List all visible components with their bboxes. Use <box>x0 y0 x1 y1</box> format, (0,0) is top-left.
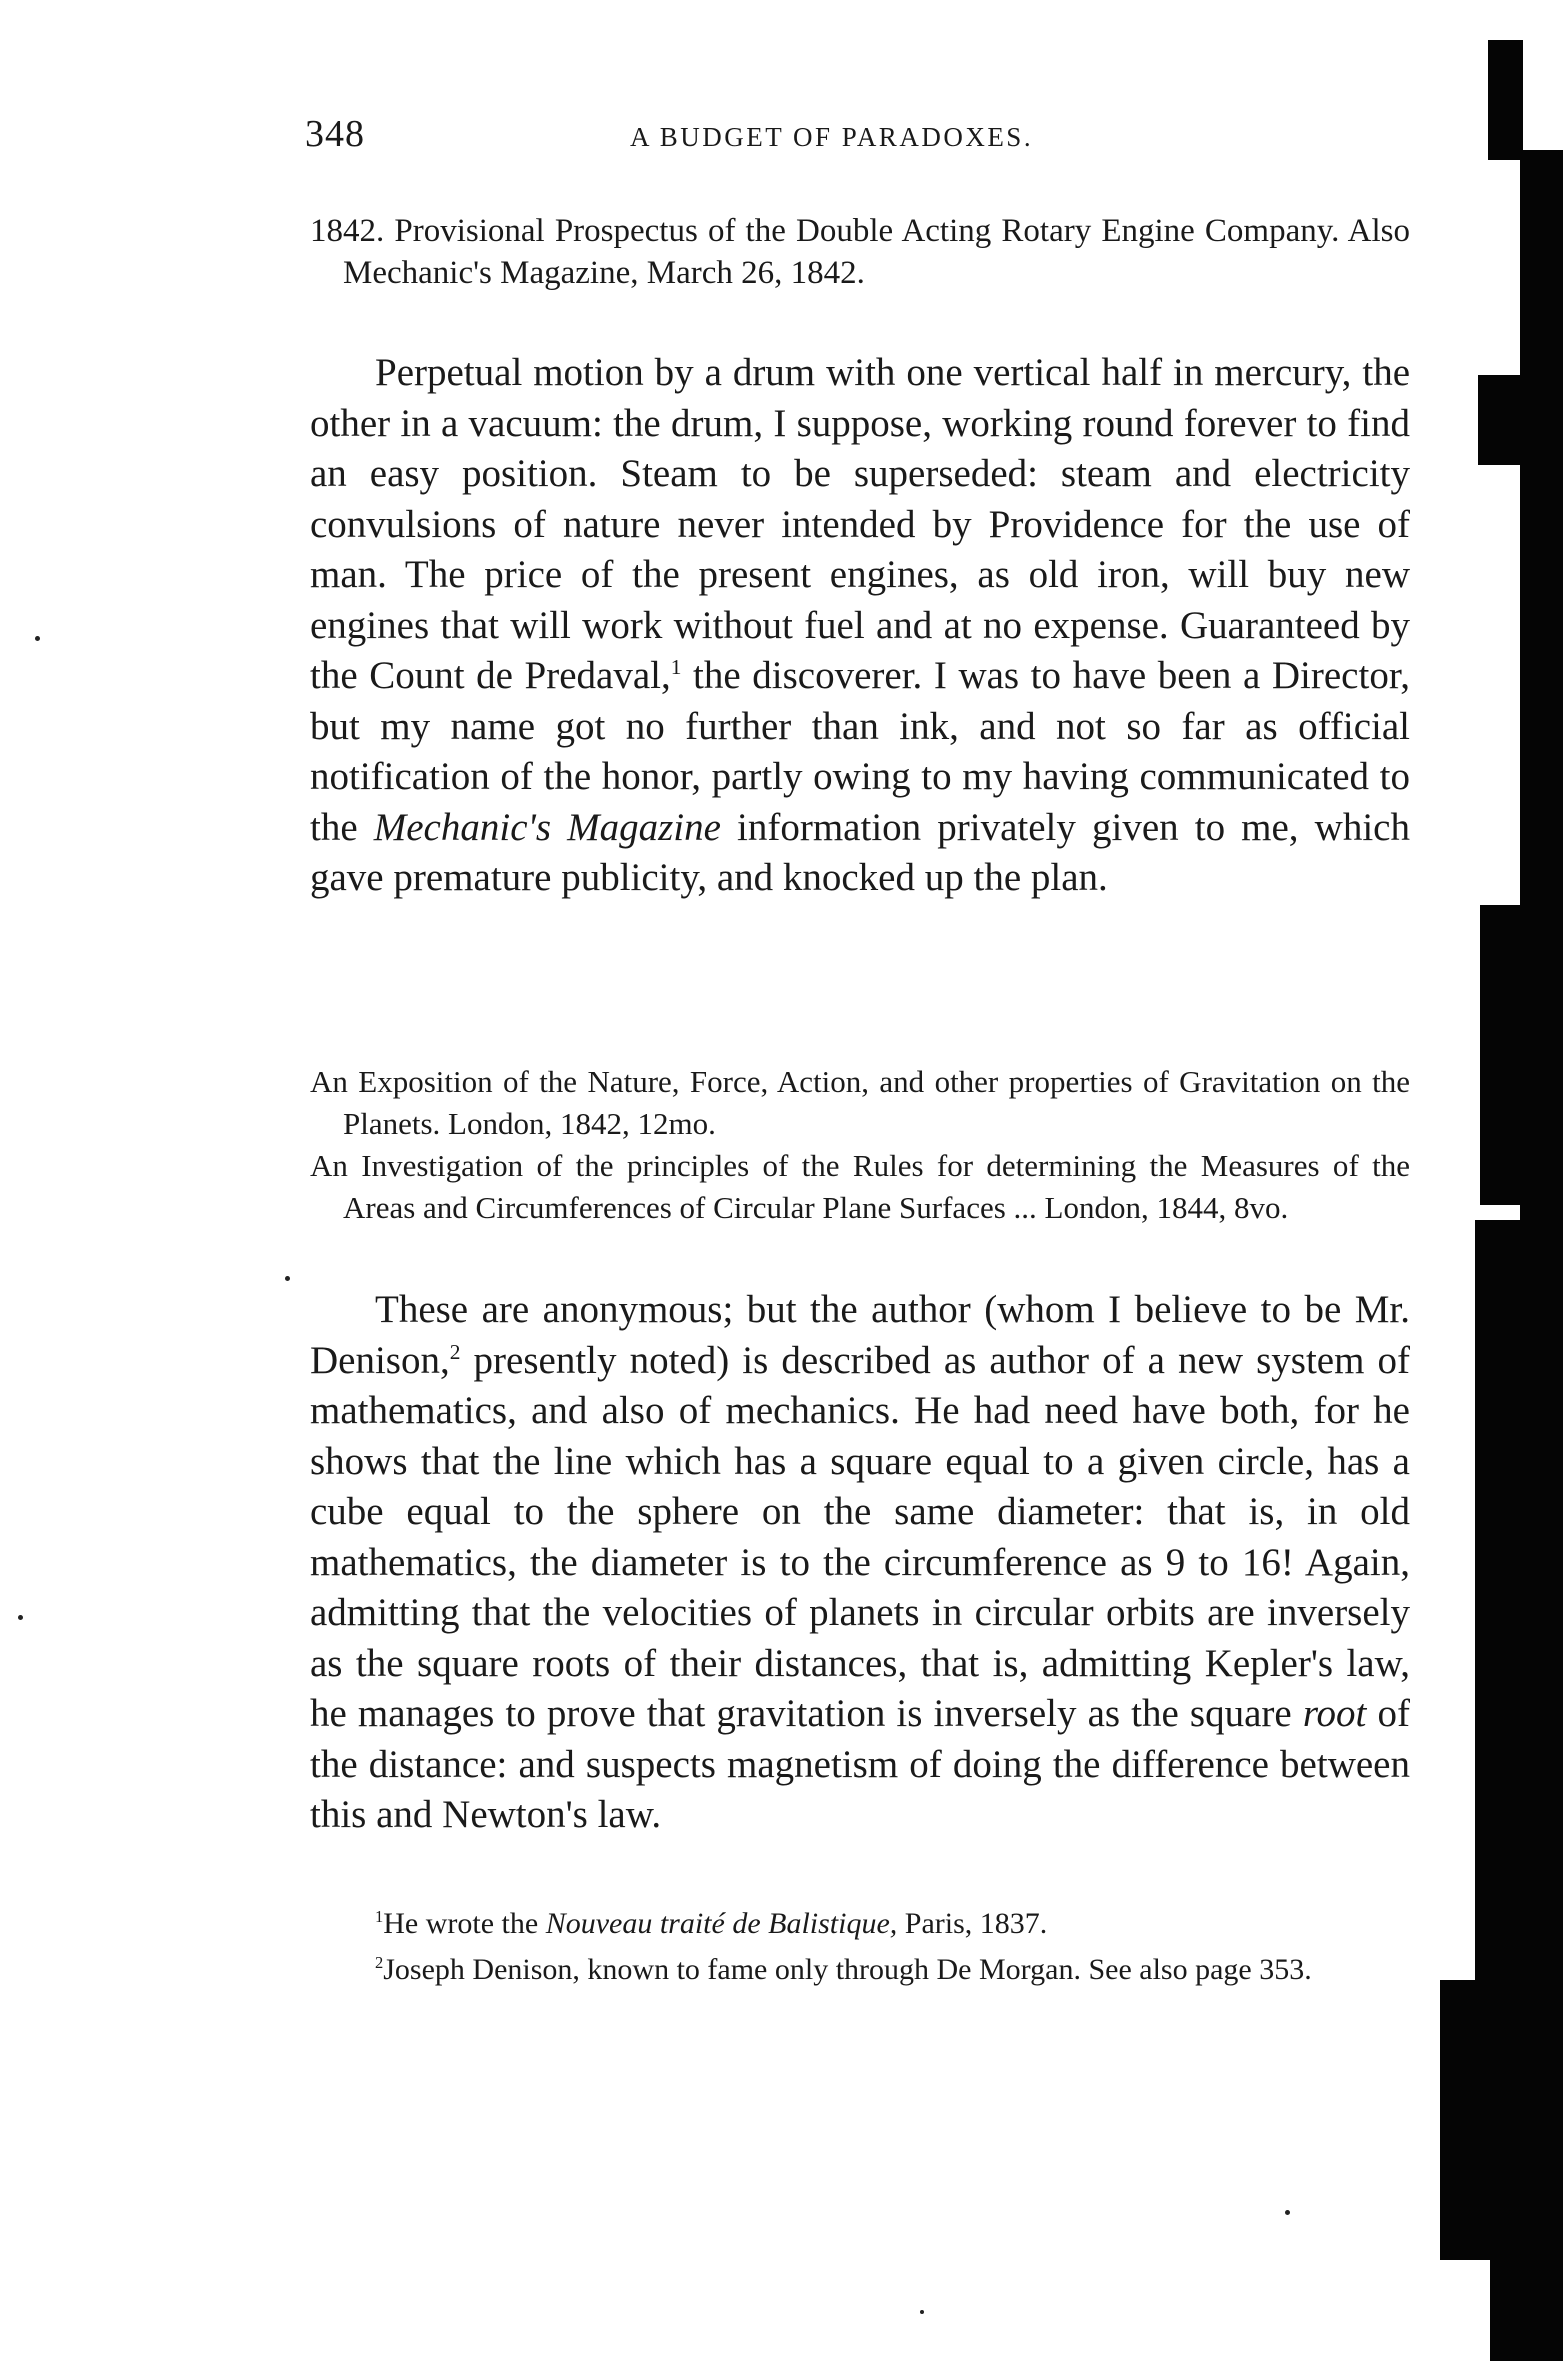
footnote-marker: 1 <box>375 1907 384 1926</box>
footnote-marker: 2 <box>449 1339 461 1364</box>
footnotes <box>310 1905 1410 1989</box>
scan-edge-mark <box>1478 375 1523 465</box>
scan-edge-mark <box>1440 1980 1563 2260</box>
footnote-marker: 1 <box>670 655 682 679</box>
reference-entry: An Investigation of the principles of the Rules for determining the Measures of the Areas and Circumferences of Circular Plane Surfaces ... London, 1844, 8vo. <box>310 1148 1410 1225</box>
reference-block-1842 <box>310 210 1410 294</box>
scan-edge-mark <box>1475 1220 1563 1980</box>
footnote-text: Paris, 1837. <box>897 1907 1048 1940</box>
paragraph-text-part: of the distance: and suspects magnetism of doing the difference between this and Newton's law. <box>310 1692 1410 1836</box>
page-number: 348 <box>305 113 365 155</box>
scan-speck <box>285 1276 290 1281</box>
italic-word: root <box>1302 1692 1367 1735</box>
scan-edge-mark <box>1490 2250 1563 2361</box>
footnote-2 <box>310 1951 1410 1989</box>
paragraph-text <box>310 348 1410 904</box>
scan-edge-mark <box>1480 905 1563 1205</box>
reference-entry: An Exposition of the Nature, Force, Action, and other properties of Gravitation on the Planets. London, 1842, 12mo. <box>310 1064 1410 1141</box>
paragraph-text-part: These are anonymous; but the author (whom I believe to be Mr. Denison, <box>310 1288 1410 1382</box>
footnote-marker: 2 <box>375 1953 384 1972</box>
running-title: A BUDGET OF PARADOXES. <box>630 122 1034 152</box>
body-paragraph-anonymous <box>310 1285 1410 1841</box>
italic-title: Mechanic's Magazine <box>373 805 721 849</box>
reference-block-gravitation <box>310 1061 1410 1229</box>
scan-speck <box>1285 2210 1290 2215</box>
reference-entry: 1842. Provisional Prospectus of the Double Acting Rotary Engine Company. Also Mechanic's Magazine, March 26, 1842. <box>310 213 1410 291</box>
scan-speck <box>35 636 40 641</box>
body-paragraph-perpetual-motion <box>310 348 1410 904</box>
footnote-text: He wrote the <box>383 1907 546 1940</box>
paragraph-text-part: Perpetual motion by a drum with one vertical half in mercury, the other in a vacuum: the drum, I suppose, working round forever to find an easy position. Steam to be superseded: steam and electricity convulsions of nature never intended by Providence for the use of man. The price of the present engines, as old iron, will buy new engines that will work without fuel and at no expense. Guaranteed by the Count de Predaval, <box>310 351 1410 697</box>
scan-edge-mark <box>1488 40 1523 160</box>
footnote-text: Joseph Denison, known to fame only through De Morgan. See also page 353. <box>383 1953 1312 1986</box>
scan-speck <box>18 1615 23 1620</box>
paragraph-text-part: information privately given to me, which gave premature publicity, and knocked up the plan. <box>310 805 1410 899</box>
italic-title: Nouveau traité de Balistique, <box>545 1907 898 1940</box>
paragraph-text-part: presently noted) is described as author of a new system of mathematics, and also of mechanics. He had need have both, for he shows that the line which has a square equal to a given circle, has a cube equal to the sphere on the same diameter: that is, in old mathematics, the diameter is to the circumference as 9 to 16! Again, admitting that the velocities of planets in circular orbits are inversely as the square roots of their distances, that is, admitting Kepler's law, he manages to prove that gravitation is inversely as the square <box>310 1338 1410 1735</box>
scan-speck <box>920 2310 924 2314</box>
footnote-1 <box>310 1905 1410 1943</box>
paragraph-text-part: the discoverer. I was to have been a Director, but my name got no further than ink, and not so far as official notification of the honor, partly owing to my having communicated to the <box>310 654 1410 849</box>
running-header <box>305 112 1410 162</box>
paragraph-text <box>310 1285 1410 1841</box>
